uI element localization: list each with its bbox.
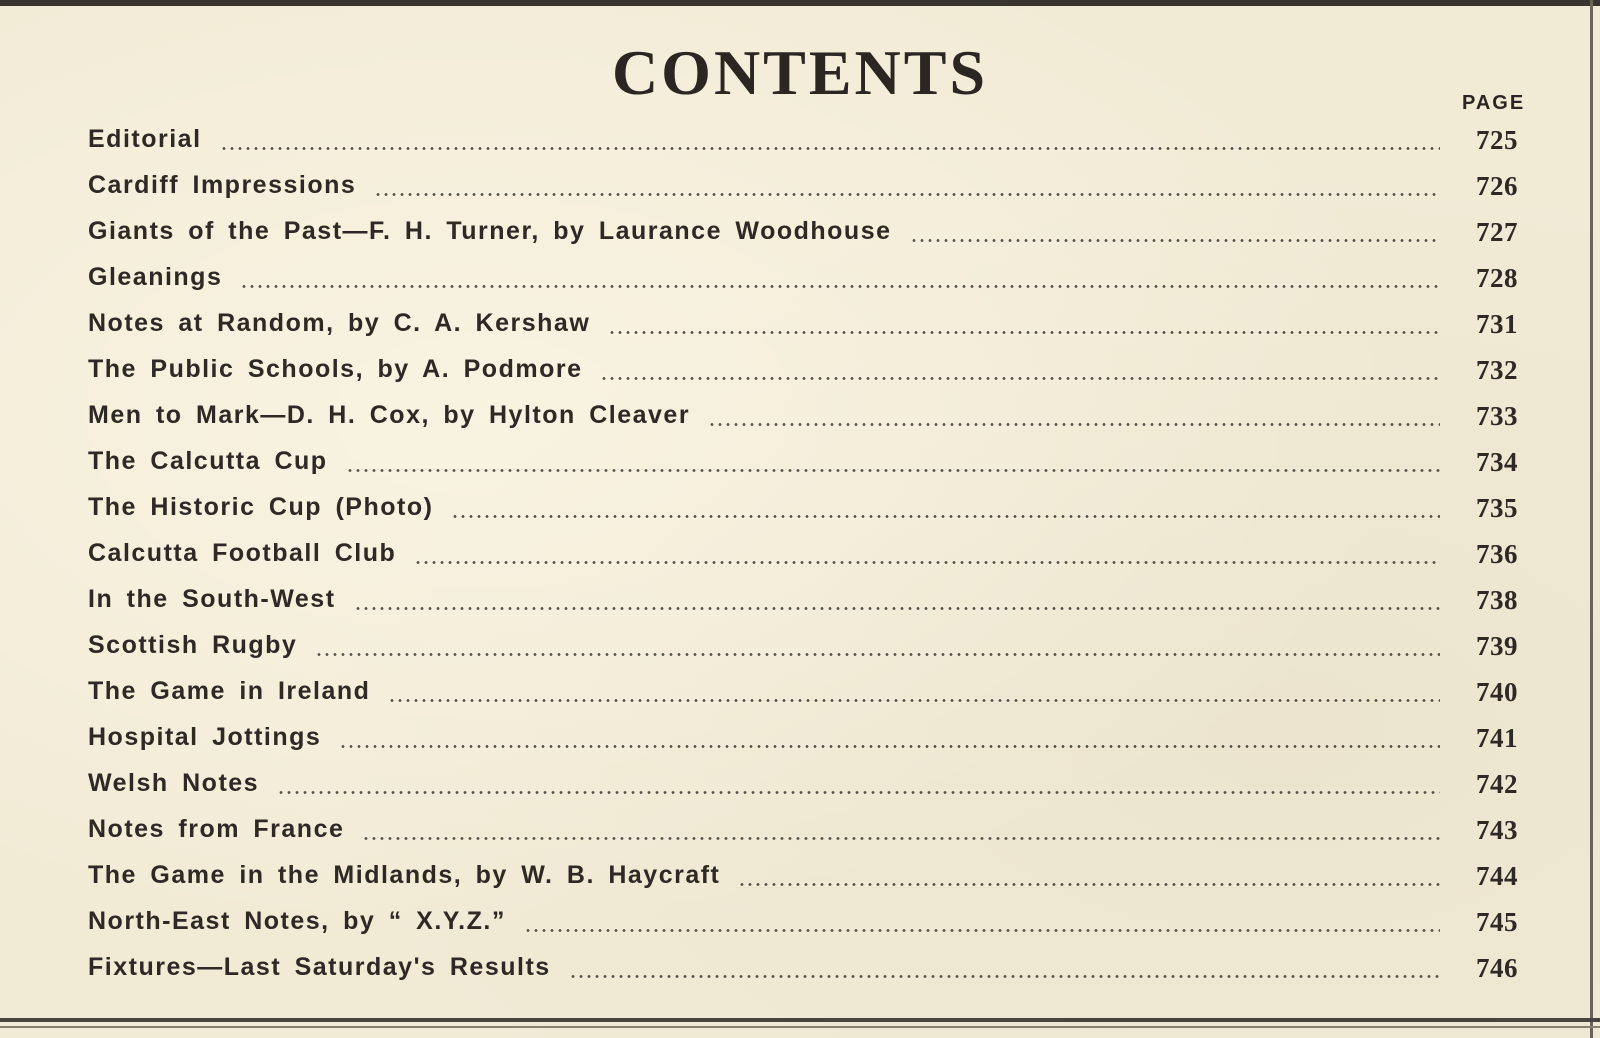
entry-page-number: 735: [1476, 493, 1518, 523]
bottom-border-rule-thin: [0, 1026, 1600, 1028]
contents-entry: [88, 438, 1518, 484]
contents-entry: [88, 162, 1518, 208]
contents-list: [88, 116, 1518, 990]
dot-leader: [600, 377, 1440, 380]
entry-title: Cardiff Impressions: [88, 171, 357, 199]
entry-title: Gleanings: [88, 263, 223, 291]
entry-page-number: 727: [1476, 217, 1518, 247]
entry-title: The Historic Cup (Photo): [88, 493, 434, 521]
entry-title: Editorial: [88, 125, 202, 153]
entry-title: Calcutta Football Club: [88, 539, 397, 567]
entry-title: The Calcutta Cup: [88, 447, 328, 475]
dot-leader: [524, 929, 1440, 932]
entry-page-number: 734: [1476, 447, 1518, 477]
entry-page-number: 740: [1476, 677, 1518, 707]
entry-title: The Game in the Midlands, by W. B. Haycraft: [88, 861, 721, 889]
contents-entry: [88, 346, 1518, 392]
contents-entry: [88, 806, 1518, 852]
dot-leader: [738, 883, 1440, 886]
entry-title: Notes at Random, by C. A. Kershaw: [88, 309, 591, 337]
contents-entry: [88, 714, 1518, 760]
entry-title: In the South-West: [88, 585, 336, 613]
entry-page-number: 733: [1476, 401, 1518, 431]
entry-title: Welsh Notes: [88, 769, 260, 797]
contents-entry: [88, 898, 1518, 944]
entry-title: Notes from France: [88, 815, 345, 843]
contents-entry: [88, 668, 1518, 714]
right-border-rule: [1590, 0, 1593, 1038]
dot-leader: [569, 975, 1440, 978]
dot-leader: [240, 285, 1440, 288]
entry-title: Fixtures—Last Saturday's Results: [88, 953, 551, 981]
contents-entry: [88, 530, 1518, 576]
contents-entry: [88, 300, 1518, 346]
dot-leader: [315, 653, 1440, 656]
page-title: CONTENTS: [611, 37, 989, 108]
dot-leader: [220, 147, 1440, 150]
entry-page-number: 739: [1476, 631, 1518, 661]
page-column-header: PAGE: [1462, 92, 1526, 114]
entry-page-number: 745: [1476, 907, 1518, 937]
entry-title: The Public Schools, by A. Podmore: [88, 355, 583, 383]
bottom-border-rule: [0, 1018, 1600, 1022]
dot-leader: [374, 193, 1440, 196]
entry-page-number: 731: [1476, 309, 1518, 339]
entry-title: Hospital Jottings: [88, 723, 322, 751]
dot-leader: [362, 837, 1440, 840]
dot-leader: [346, 469, 1440, 472]
contents-entry: [88, 852, 1518, 898]
top-border-rule: [0, 0, 1600, 6]
entry-title: Men to Mark—D. H. Cox, by Hylton Cleaver: [88, 401, 691, 429]
dot-leader: [339, 745, 1440, 748]
dot-leader: [451, 515, 1440, 518]
contents-entry: [88, 622, 1518, 668]
entry-page-number: 736: [1476, 539, 1518, 569]
contents-entry: [88, 576, 1518, 622]
entry-page-number: 738: [1476, 585, 1518, 615]
entry-page-number: 732: [1476, 355, 1518, 385]
entry-page-number: 728: [1476, 263, 1518, 293]
entry-page-number: 746: [1476, 953, 1518, 983]
contents-entry: [88, 484, 1518, 530]
entry-title: The Game in Ireland: [88, 677, 371, 705]
dot-leader: [354, 607, 1440, 610]
entry-page-number: 741: [1476, 723, 1518, 753]
dot-leader: [277, 791, 1440, 794]
entry-page-number: 743: [1476, 815, 1518, 845]
entry-page-number: 726: [1476, 171, 1518, 201]
dot-leader: [608, 331, 1440, 334]
entry-title: North-East Notes, by “ X.Y.Z.”: [88, 907, 506, 935]
entry-page-number: 725: [1476, 125, 1518, 155]
contents-entry: [88, 392, 1518, 438]
dot-leader: [388, 699, 1440, 702]
entry-title: Giants of the Past—F. H. Turner, by Laurance Woodhouse: [88, 217, 892, 245]
entry-page-number: 744: [1476, 861, 1518, 891]
contents-entry: [88, 760, 1518, 806]
entry-page-number: 742: [1476, 769, 1518, 799]
dot-leader: [414, 561, 1440, 564]
dot-leader: [708, 423, 1440, 426]
dot-leader: [910, 239, 1440, 242]
contents-entry: [88, 254, 1518, 300]
contents-entry: [88, 116, 1518, 162]
entry-title: Scottish Rugby: [88, 631, 298, 659]
contents-entry: [88, 208, 1518, 254]
contents-entry: [88, 944, 1518, 990]
